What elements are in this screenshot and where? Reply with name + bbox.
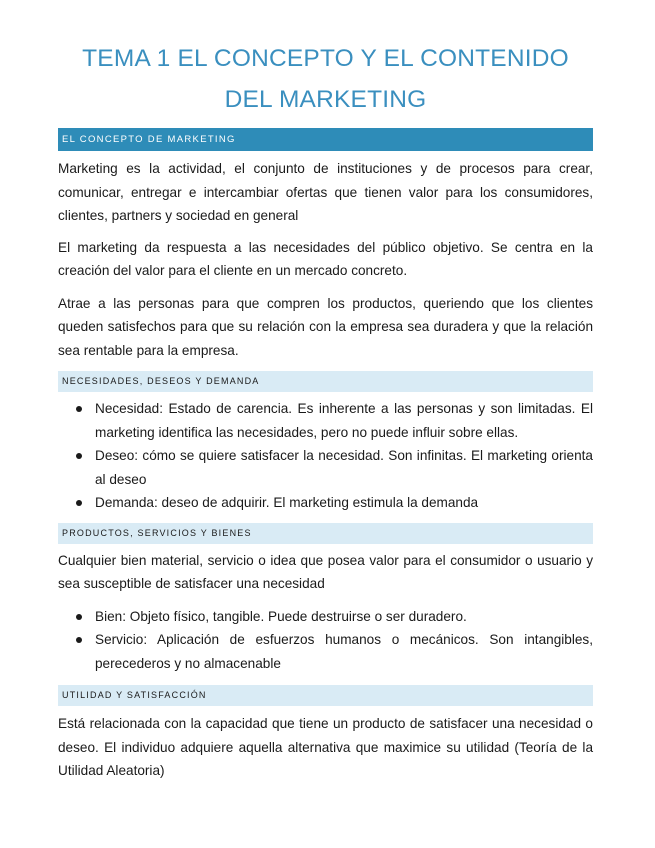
list-item	[58, 444, 593, 491]
list-necesidades	[58, 397, 593, 515]
bullet-icon	[76, 453, 82, 459]
section-heading-utilidad: UTILIDAD Y SATISFACCIÓN	[58, 685, 593, 706]
paragraph-definicion: Marketing es la actividad, el conjunto de instituciones y de procesos para crear, comunicar, entregar e intercambiar ofertas que tienen valor para los consumidores, clientes, partners y sociedad en general	[58, 161, 593, 223]
list-item-text: Necesidad: Estado de carencia. Es inherente a las personas y son limitadas. El marketing identifica las necesidades, pero no puede influir sobre ellas.	[95, 401, 593, 440]
list-item	[58, 605, 593, 629]
list-item	[58, 628, 593, 675]
bullet-icon	[76, 637, 82, 643]
list-item	[58, 491, 593, 515]
section-heading-necesidades: NECESIDADES, DESEOS Y DEMANDA	[58, 371, 593, 392]
list-item	[58, 397, 593, 444]
list-productos	[58, 605, 593, 676]
section-heading-productos: PRODUCTOS, SERVICIOS Y BIENES	[58, 523, 593, 544]
list-item-text: Demanda: deseo de adquirir. El marketing estimula la demanda	[95, 495, 479, 510]
bullet-icon	[76, 614, 82, 620]
paragraph-utilidad: Está relacionada con la capacidad que tiene un producto de satisfacer una necesidad o deseo. El individuo adquiere aquella alternativa que maximice su utilidad (Teoría de la Utilidad Aleatoria)	[58, 716, 593, 778]
paragraph-atrae: Atrae a las personas para que compren los productos, queriendo que los clientes queden satisfechos para que su relación con la empresa sea duradera y que la relación sea rentable para la empresa.	[58, 295, 593, 358]
page-title: TEMA 1 EL CONCEPTO Y EL CONTENIDO DEL MARKETING	[82, 45, 569, 113]
section-heading-concepto: EL CONCEPTO DE MARKETING	[58, 128, 593, 151]
bullet-icon	[76, 406, 82, 412]
list-item-text: Deseo: cómo se quiere satisfacer la necesidad. Son infinitas. El marketing orienta al deseo	[95, 448, 593, 487]
list-item-text: Bien: Objeto físico, tangible. Puede destruirse o ser duradero.	[95, 608, 467, 624]
list-item-text: Servicio: Aplicación de esfuerzos humanos o mecánicos. Son intangibles, perecederos y no almacenable	[95, 632, 593, 671]
paragraph-respuesta: El marketing da respuesta a las necesidades del público objetivo. Se centra en la creación del valor para el cliente en un mercado concreto.	[58, 239, 593, 278]
bullet-icon	[76, 500, 82, 506]
paragraph-productos: Cualquier bien material, servicio o idea que posea valor para el consumidor o usuario y sea susceptible de satisfacer una necesidad	[58, 552, 593, 591]
